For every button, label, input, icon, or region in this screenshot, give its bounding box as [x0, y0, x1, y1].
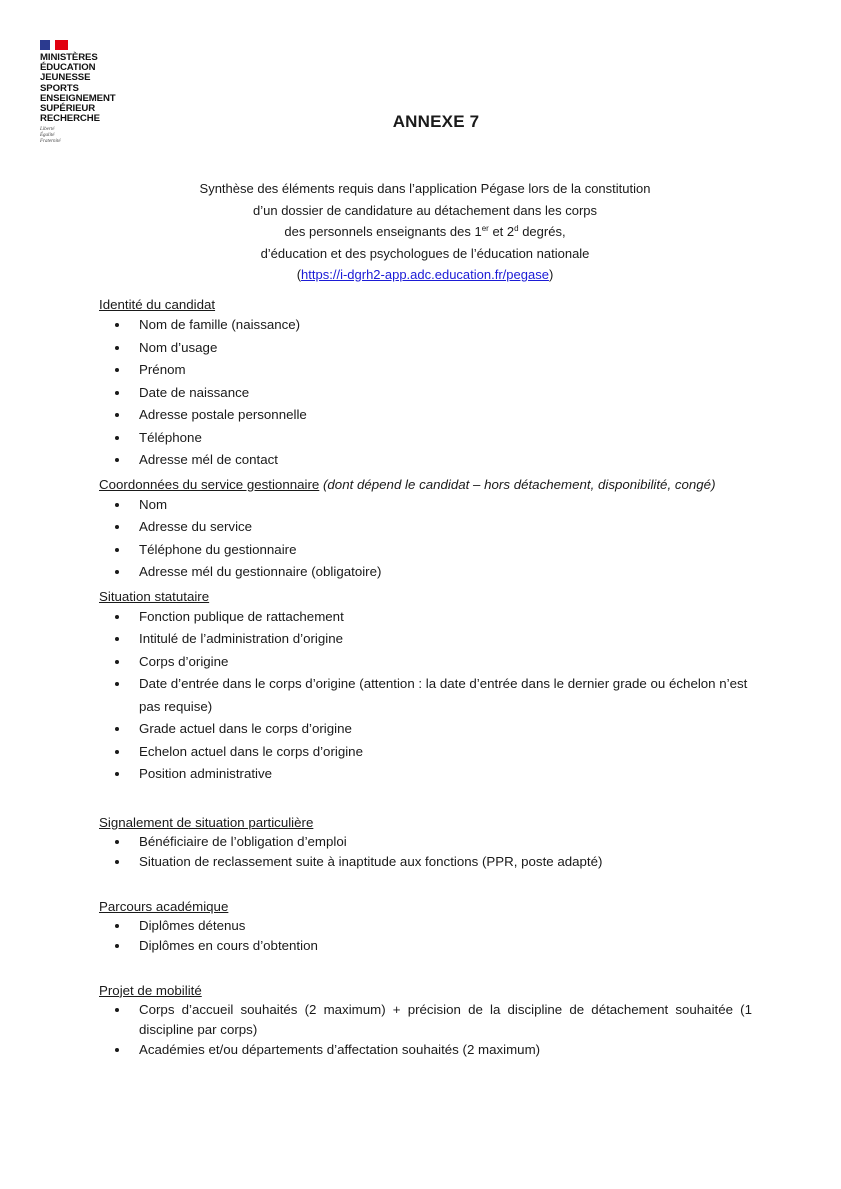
- list-item: Académies et/ou départements d’affectation souhaités (2 maximum): [99, 1040, 752, 1060]
- item-list: [99, 606, 752, 786]
- requirements-content: [99, 296, 752, 1062]
- list-item: Grade actuel dans le corps d’origine: [99, 718, 752, 741]
- list-item: Adresse mél du gestionnaire (obligatoire): [99, 561, 752, 584]
- list-item: Situation de reclassement suite à inaptitude aux fonctions (PPR, poste adapté): [99, 852, 752, 872]
- paren: ): [548, 267, 554, 282]
- logo-line: SUPÉRIEUR: [40, 103, 96, 115]
- section-note: (dont dépend le candidat – hors détachement, disponibilité, congé): [319, 476, 716, 492]
- intro-line: d’éducation et des psychologues de l’éducation nationale: [260, 245, 590, 261]
- list-item: Adresse mél de contact: [99, 449, 752, 472]
- pegase-link[interactable]: https://i-dgrh2-app.adc.education.fr/pegase: [301, 267, 549, 282]
- french-flag-icon: [40, 40, 68, 50]
- logo-line: ENSEIGNEMENT: [40, 92, 116, 104]
- section-title: Identité du candidat: [99, 297, 216, 312]
- item-list: [99, 1000, 752, 1060]
- item-list: [99, 314, 752, 472]
- logo-line: RECHERCHE: [40, 113, 100, 125]
- motto-line: Liberté: [40, 127, 55, 133]
- list-item: Fonction publique de rattachement: [99, 606, 752, 629]
- motto-line: Fraternité: [40, 139, 61, 145]
- superscript: d: [514, 224, 519, 233]
- list-item: Position administrative: [99, 763, 752, 786]
- intro-text: degrés,: [518, 224, 566, 239]
- republic-motto: [40, 127, 140, 145]
- list-item: Adresse postale personnelle: [99, 404, 752, 427]
- ministry-name: [40, 53, 140, 124]
- list-item: Diplômes en cours d’obtention: [99, 936, 752, 956]
- logo-line: ÉDUCATION: [40, 62, 96, 74]
- list-item: Date d’entrée dans le corps d’origine (attention : la date d’entrée dans le dernier grade ou échelon n’est pas requise): [99, 673, 752, 718]
- section-title: Signalement de situation particulière: [99, 814, 314, 830]
- list-item: Bénéficiaire de l’obligation d’emploi: [99, 832, 752, 852]
- intro-line: Synthèse des éléments requis dans l’application Pégase lors de la constitution: [199, 181, 651, 196]
- item-list: [99, 916, 752, 956]
- list-item: Diplômes détenus: [99, 916, 752, 936]
- logo-line: JEUNESSE: [40, 72, 91, 84]
- section-heading: [99, 476, 752, 494]
- item-list: [99, 494, 752, 584]
- section-service-gestionnaire: [99, 476, 752, 584]
- list-item: Nom: [99, 494, 752, 517]
- list-item: Date de naissance: [99, 382, 752, 405]
- list-item: Intitulé de l’administration d’origine: [99, 628, 752, 651]
- paren: (: [296, 267, 302, 282]
- intro-line: d’un dossier de candidature au détachement dans les corps: [253, 202, 597, 218]
- page-title: ANNEXE 7: [392, 112, 480, 131]
- ministry-logo: [40, 40, 140, 145]
- item-list: [99, 832, 752, 872]
- superscript: er: [481, 224, 489, 233]
- list-item: Nom d’usage: [99, 337, 752, 360]
- logo-line: MINISTÈRES: [40, 52, 98, 63]
- list-item: Echelon actuel dans le corps d’origine: [99, 741, 752, 764]
- section-parcours-academique: [99, 898, 752, 956]
- intro-paragraph: [130, 178, 720, 286]
- intro-text: des personnels enseignants des 1: [284, 224, 482, 239]
- list-item: Nom de famille (naissance): [99, 314, 752, 337]
- section-title: Coordonnées du service gestionnaire: [99, 476, 320, 492]
- section-situation-statutaire: [99, 588, 752, 786]
- section-situation-particuliere: [99, 814, 752, 872]
- section-title: Situation statutaire: [99, 588, 210, 604]
- intro-text: et 2: [488, 224, 515, 239]
- intro-line: [130, 221, 720, 243]
- list-item: Corps d’origine: [99, 651, 752, 674]
- section-title: Projet de mobilité: [99, 982, 202, 998]
- list-item: Téléphone du gestionnaire: [99, 539, 752, 562]
- intro-line: [130, 264, 720, 286]
- list-item: Adresse du service: [99, 516, 752, 539]
- motto-line: Égalité: [40, 133, 55, 139]
- logo-line: SPORTS: [40, 82, 79, 94]
- list-item: Téléphone: [99, 427, 752, 450]
- section-title: Parcours académique: [99, 898, 229, 914]
- list-item: Corps d’accueil souhaités (2 maximum) + précision de la discipline de détachement souhaitée (1 discipline par corps): [99, 1000, 752, 1040]
- section-projet-mobilite: [99, 982, 752, 1060]
- section-identite: [99, 296, 752, 472]
- list-item: Prénom: [99, 359, 752, 382]
